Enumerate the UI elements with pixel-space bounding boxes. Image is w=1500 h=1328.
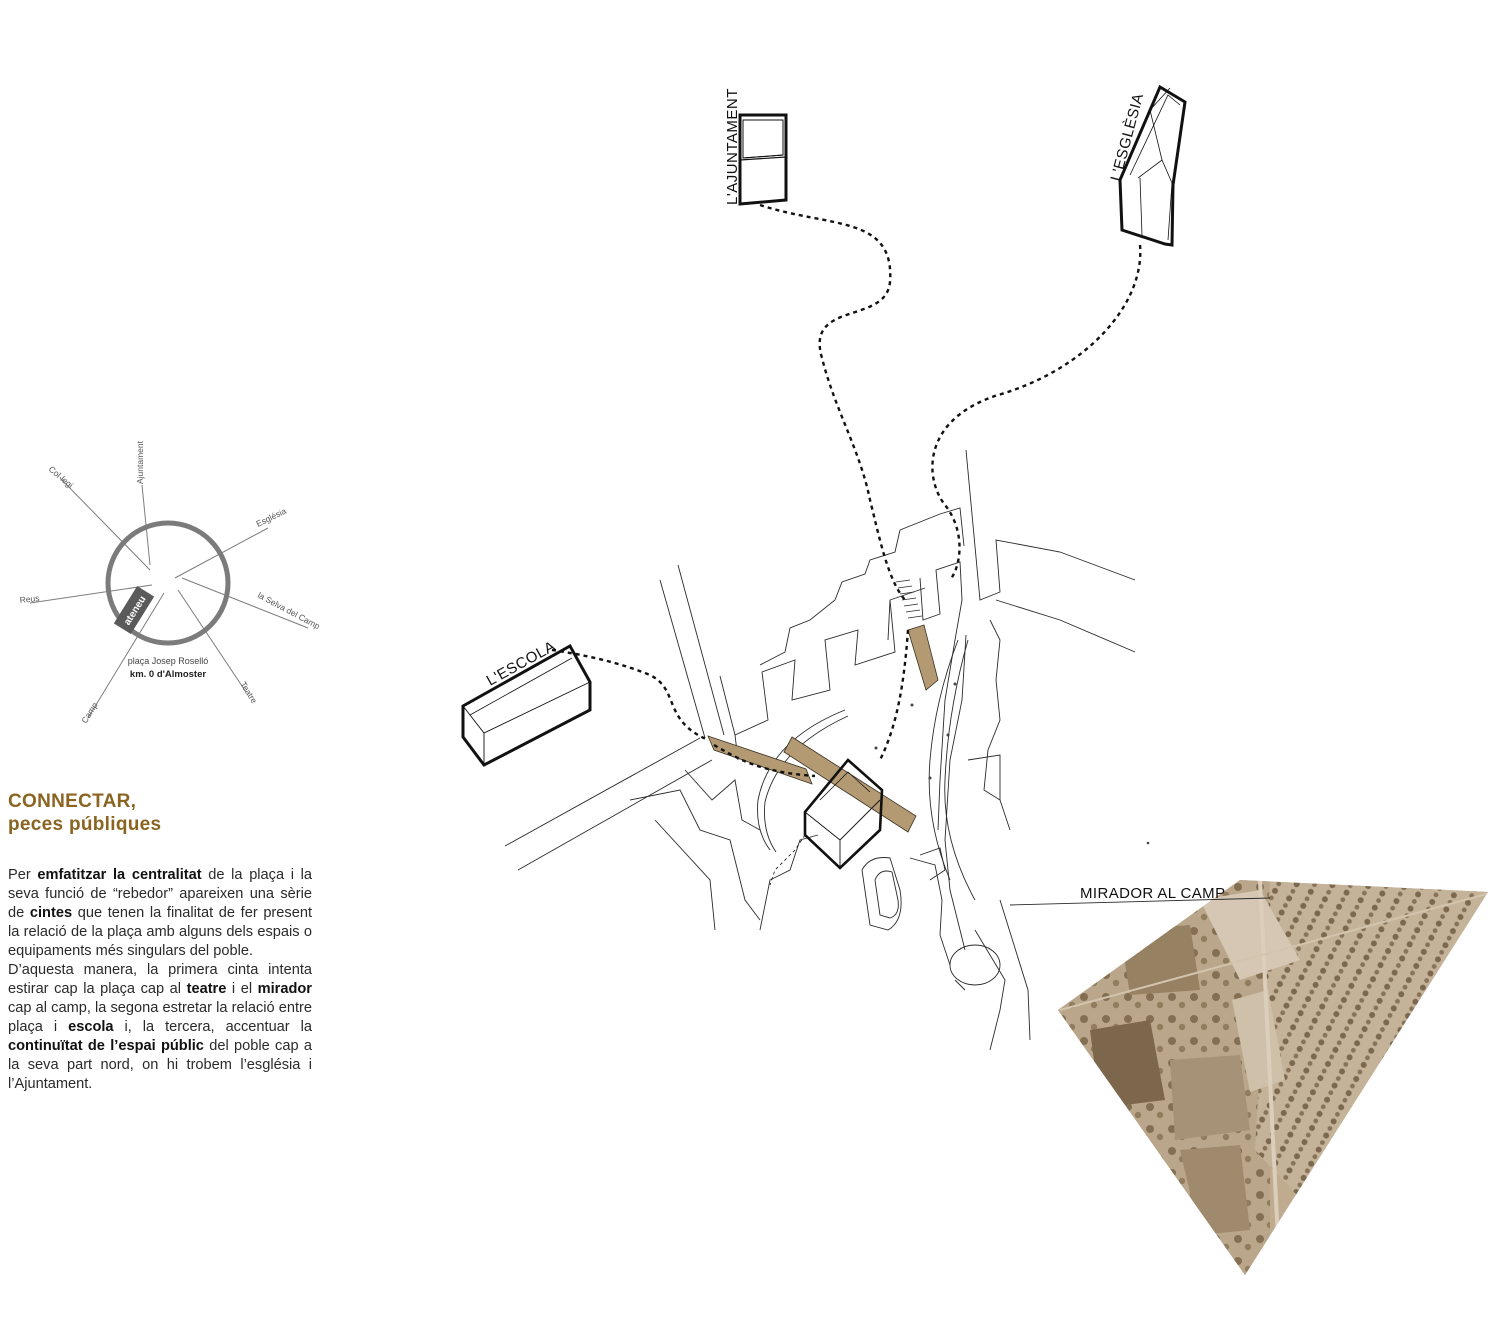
spoke-label-esglesia: Església [254,505,288,529]
label-escola: L'ESCOLA [483,637,559,690]
p2-bold-2: mirador [257,981,312,997]
p1-text-1: Per [8,867,38,883]
p2-bold-3: escola [68,1019,114,1035]
spoke-label-camp: Camp [79,700,100,726]
paragraph-2 [8,961,312,1094]
ateneu-label: ateneu [122,594,149,628]
plaza-name: plaça Josep Roselló [127,656,209,666]
p1-bold-2: cintes [29,905,73,921]
p2-text-3: cap al camp, la segona estretar la relació entre plaça i [8,1000,312,1035]
p2-text-4: i, la tercera, accentuar la [113,1019,312,1035]
p2-bold-1: teatre [186,981,227,997]
label-esglesia: L'ESGLÈSIA [1107,91,1148,184]
ribbons [708,625,938,832]
section-title-line1: CONNECTAR, [8,791,137,812]
label-ajuntament: L'AJUNTAMENT [724,88,741,205]
section-title [8,790,328,836]
p2-text-2: i el [226,981,258,997]
p1-bold-1: emfatitzar la centralitat [37,867,202,883]
ribbon-north [908,625,938,690]
compass-diagram [19,440,322,725]
description-text [8,866,312,1094]
ajuntament-building [740,115,786,204]
p1-text-2: de la plaça i la seva funció de “rebedor” apareixen una sèrie de [8,867,313,921]
p2-text-1: D’aquesta manera, la primera cinta intenta estirar cap la plaça cap al [8,962,312,997]
spoke-label-reus: Reus [19,592,40,605]
p2-text-5: del poble cap a la seva part nord, on hi trobem l’església i l’Ajuntament. [8,1038,312,1092]
connection-paths [552,205,1140,776]
spoke-label-ajuntament: Ajuntament [135,441,145,484]
spoke-label-collegi: Col·legi [46,463,76,491]
ateneu-badge [114,586,154,634]
section-title-line2: peces públiques [8,814,162,835]
km-zero-label: km. 0 d'Almoster [129,669,207,680]
paragraph-1 [8,866,312,961]
p2-bold-4: continuïtat de l’espai públic [8,1038,204,1054]
p1-text-3: que tenen la finalitat de fer present la relació de la plaça amb alguns dels espais o equipaments més singulars del poble. [8,905,312,959]
aerial-photo-triangle [1040,870,1500,1290]
spoke-label-la-selva: la Selva del Camp [256,589,322,632]
label-mirador: MIRADOR AL CAMP [1080,885,1226,902]
spoke-label-teatre: Teatre [238,679,260,706]
